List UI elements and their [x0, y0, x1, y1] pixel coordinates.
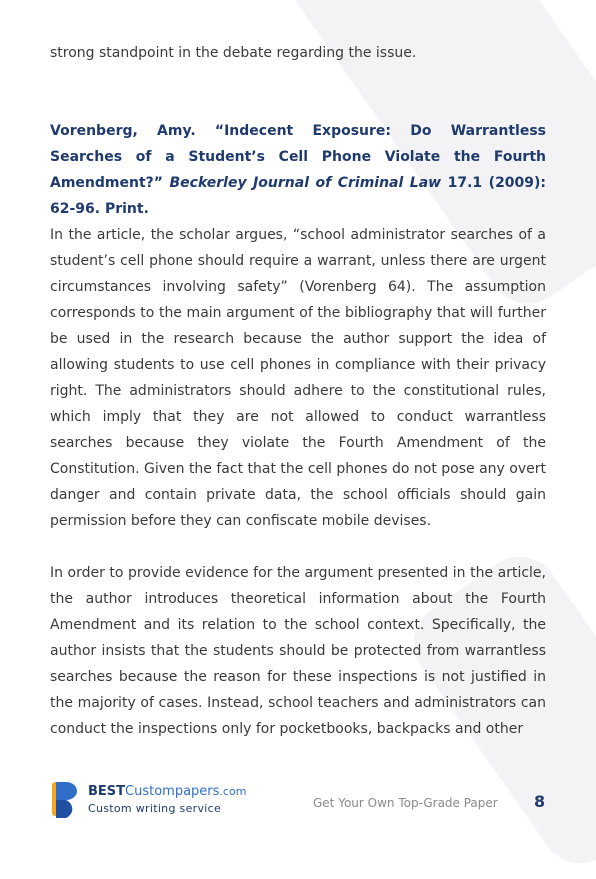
citation-lead: Vorenberg, Amy. “Indecent Exposure: Do Warrantless Searches of a Student’s Cell Phone Violate the Fourth Amendment?”: [50, 123, 546, 191]
paragraph-body-2: In order to provide evidence for the argument presented in the article, the author introduces theoretical information about the Fourth Amendment and its relation to the school context. Specifically, the author insists that the students should be protected from warrantless searches because the reason for these inspections is not justified in the majority of cases. Instead, school teachers and administrators can conduct the inspections only for pocketbooks, backpacks and other: [50, 565, 546, 737]
brand-name[interactable]: [88, 784, 246, 799]
brand-tagline: Custom writing service: [88, 802, 222, 815]
citation-journal: Beckerley Journal of Criminal Law: [169, 175, 442, 191]
footer-cta-link[interactable]: Get Your Own Top-Grade Paper: [313, 796, 498, 810]
page-footer: [0, 770, 596, 842]
bibliography-citation: [50, 118, 546, 222]
paragraph-continuation: strong standpoint in the debate regarding the issue.: [50, 45, 417, 61]
page-number: 8: [534, 792, 546, 811]
brand-best: BEST: [88, 784, 126, 799]
citation-tail: 17.1 (2009): 62-96. Print.: [50, 175, 547, 217]
brand-custompapers: Custompapers: [125, 784, 220, 799]
paragraph-body-1: In the article, the scholar argues, “school administrator searches of a student’s cell phone should require a warrant, unless there are urgent circumstances involving safety” (Vorenberg 64). The assumption corresponds to the main argument of the bibliography that will further be used in the research because the author support the idea of allowing students to use cell phones in compliance with their privacy right. The administrators should adhere to the constitutional rules, which imply that they are not allowed to conduct warrantless searches because they violate the Fourth Amendment of the Constitution. Given the fact that the cell phones do not pose any overt danger and contain private data, the school officials should gain permission before they can confiscate mobile devises.: [50, 227, 546, 529]
brand-domain: .com: [219, 785, 247, 798]
bestcustompapers-logo-icon: [52, 782, 78, 820]
